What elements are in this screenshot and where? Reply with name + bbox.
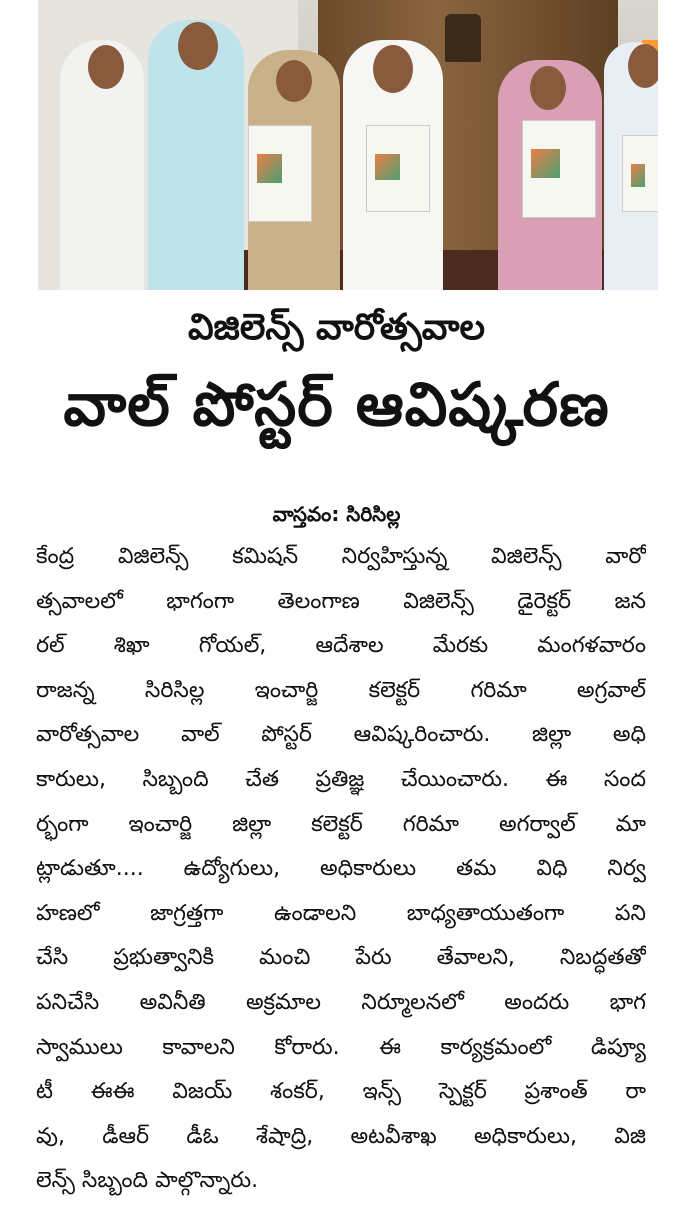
- headline-kicker: విజిలెన్స్ వారోత్సవాల: [187, 307, 486, 348]
- body-line: ర్భంగా ఇంచార్జి జిల్లా కలెక్టర్ గరిమా అగర్వాల్ మా: [36, 811, 646, 837]
- body-line: కారులు, సిబ్బంది చేత ప్రతిజ్ఞ చేయించారు. ఈ సంద: [36, 766, 646, 792]
- article-body: [36, 535, 646, 1204]
- person-5-head: [530, 66, 566, 110]
- body-line: కేంద్ర విజిలెన్స్ కమిషన్ నిర్వహిస్తున్న విజిలెన్స్ వారో: [36, 544, 646, 569]
- news-photo: [38, 0, 658, 290]
- body-line: వారోత్సవాల వాల్ పోస్టర్ ఆవిష్కరించారు. జిల్లా అధి: [36, 722, 646, 748]
- poster-4: [622, 135, 658, 212]
- body-line: టీ ఈఈ విజయ్ శంకర్, ఇన్స్ స్పెక్టర్ ప్రశాంత్ రా: [36, 1079, 646, 1105]
- body-line: లెన్స్ సిబ్బంది పాల్గొన్నారు.: [36, 1168, 259, 1194]
- poster-2: [366, 125, 430, 212]
- state-emblem-icon: [445, 14, 481, 62]
- person-1-head: [88, 45, 124, 89]
- person-3-head: [276, 60, 312, 102]
- body-line: పనిచేసి అవినీతి అక్రమాల నిర్మూలనలో అందరు భాగ: [36, 989, 646, 1015]
- person-2-head: [178, 22, 218, 70]
- body-line: స్వాములు కావాలని కోరారు. ఈ కార్యక్రమంలో డిప్యూ: [36, 1034, 646, 1060]
- person-6-head: [628, 44, 658, 88]
- body-line: రల్ శిఖా గోయల్, ఆదేశాల మేరకు మంగళవారం: [36, 633, 646, 659]
- headline-title: వాల్ పోస్టర్ ఆవిష్కరణ: [63, 370, 610, 440]
- body-line: త్సవాలలో భాగంగా తెలంగాణ విజిలెన్స్ డైరెక్టర్ జన: [36, 588, 646, 614]
- body-line: వు, డీఆర్ డీఓ శేషాద్రి, అటవీశాఖ అధికారులు, విజి: [36, 1123, 646, 1149]
- body-line: ట్లాడుతూ.... ఉద్యోగులు, అధికారులు తమ విధి నిర్వ: [36, 856, 646, 882]
- poster-1: [248, 125, 312, 222]
- poster-3: [522, 120, 596, 218]
- body-line: రాజన్న సిరిసిల్ల ఇంచార్జి కలెక్టర్ గరిమా అగ్రవాల్: [36, 677, 646, 703]
- person-4-head: [373, 45, 413, 93]
- dateline: వాస్తవం: సిరిసిల్ల: [272, 502, 401, 526]
- body-line: చేసి ప్రభుత్వానికి మంచి పేరు తేవాలని, నిబద్ధతతో: [36, 945, 646, 971]
- body-line: హణలో జాగ్రత్తగా ఉండాలని బాధ్యతాయుతంగా పని: [36, 900, 646, 926]
